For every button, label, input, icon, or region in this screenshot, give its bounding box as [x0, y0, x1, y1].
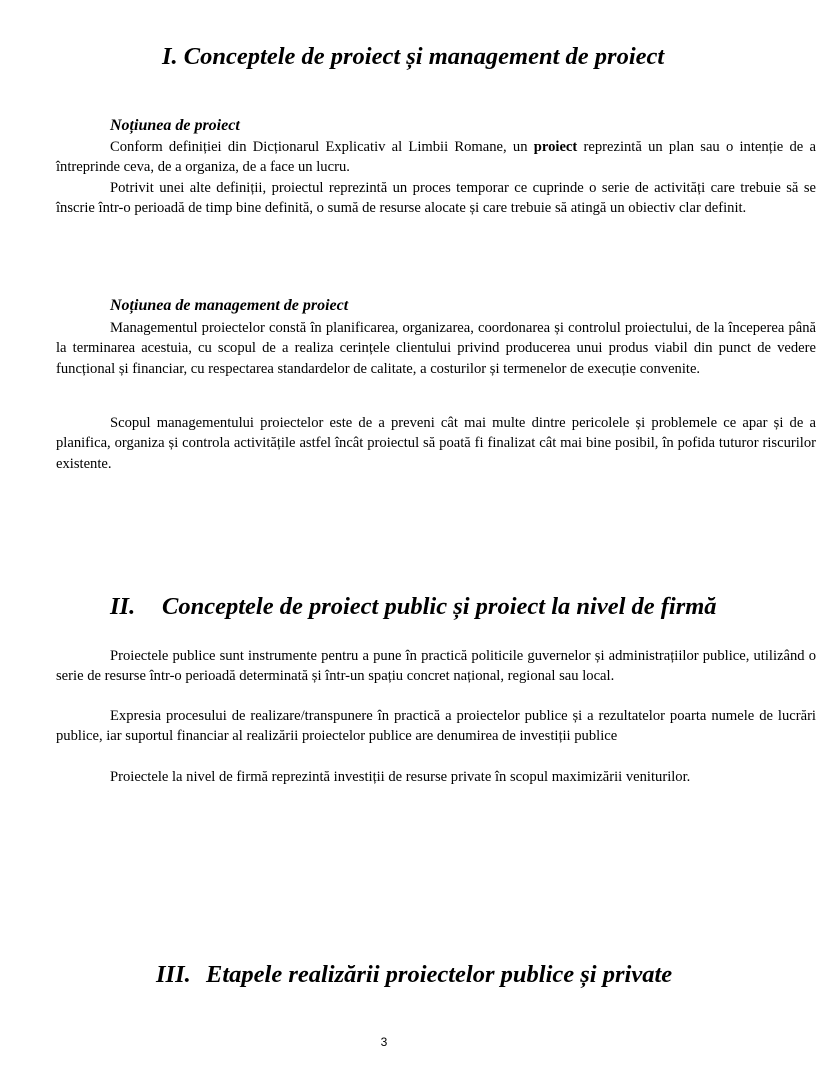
section-2-number: II. — [110, 593, 136, 620]
paragraph-proiecte-firma: Proiectele la nivel de firmă reprezintă investiții de resurse private în scopul maximizării veniturilor. — [110, 769, 691, 785]
section-1-heading — [162, 42, 664, 72]
paragraph-proiecte-publice: Proiectele publice sunt instrumente pentru a pune în practică politicile guvernelor și administrațiilor publice, utilizând o serie de resurse într-o perioadă determinată și într-un spațiu concret național, regional sau local. — [56, 648, 816, 685]
section-3-number: III. — [156, 961, 191, 988]
subsection-proiect-heading: Noțiunea de proiect — [110, 117, 240, 134]
section-3-heading — [156, 960, 672, 990]
paragraph-lucrari-publice: Expresia procesului de realizare/transpunere în practică a proiectelor publice și a rezultatelor poarta numele de lucrări publice, iar suportul financiar al realizării proiectelor publice are denumirea de investiții publice — [56, 708, 816, 745]
paragraph-alta-definitie: Potrivit unei alte definiții, proiectul reprezintă un proces temporar ce cuprinde o serie de activități care trebuie să se înscrie într-o perioadă de timp bine definită, o sumă de resurse alocate și care trebuie să atingă un obiectiv clar definit. — [56, 180, 816, 217]
paragraph-management-definitie: Managementul proiectelor constă în planificarea, organizarea, coordonarea și controlul proiectului, de la începerea până la terminarea acestuia, cu scopul de a realiza cerințele clientului privind producerea unui produs viabil din punct de vedere funcțional și financiar, cu respectarea standardelor de calitate, a costurilor și termenelor de execuție convenite. — [56, 320, 816, 377]
section-1-number: I. — [162, 43, 178, 70]
section-2-title: Conceptele de proiect public și proiect la nivel de firmă — [162, 593, 717, 620]
bold-term-proiect: proiect — [533, 139, 578, 155]
page-number: 3 — [380, 1035, 388, 1049]
section-3-title: Etapele realizării proiectelor publice și private — [206, 961, 673, 988]
paragraph-text: Conform definiției din Dicționarul Explicativ al Limbii Romane, un — [110, 139, 534, 155]
subsection-management-heading: Noțiunea de management de proiect — [110, 297, 349, 314]
paragraph-definitie-proiect — [56, 137, 816, 178]
section-1-title: Conceptele de proiect și management de proiect — [183, 43, 665, 70]
section-2-heading — [110, 592, 717, 622]
paragraph-text: reprezintă un plan sau o intenție de a întreprinde ceva, de a organiza, de a face un lucru. — [56, 139, 816, 176]
paragraph-scop-management: Scopul managementului proiectelor este de a preveni cât mai multe dintre pericolele și problemele ce apar și de a planifica, organiza și controla activitățile astfel încât proiectul să poată fi finalizat cât mai bine posibil, în pofida tuturor riscurilor existente. — [56, 415, 816, 472]
